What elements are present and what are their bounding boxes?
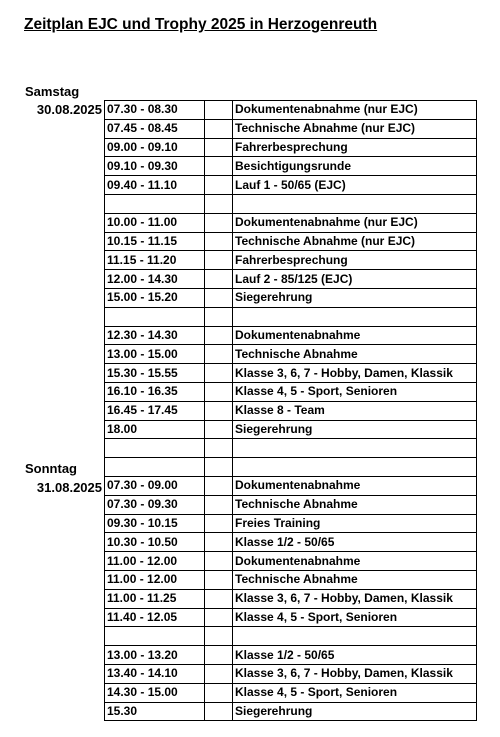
schedule-row — [105, 213, 477, 232]
schedule-row — [105, 683, 477, 702]
event-cell: Fahrerbesprechung — [233, 251, 477, 270]
schedule-row — [105, 627, 477, 646]
schedule-row — [105, 345, 477, 364]
time-cell: 18.00 — [105, 420, 205, 439]
spacer-cell — [205, 119, 233, 138]
time-cell: 09.40 - 11.10 — [105, 176, 205, 195]
spacer-cell — [205, 213, 233, 232]
event-cell: Fahrerbesprechung — [233, 138, 477, 157]
event-cell — [233, 307, 477, 326]
event-cell: Klasse 3, 6, 7 - Hobby, Damen, Klassik — [233, 589, 477, 608]
schedule-row — [105, 364, 477, 383]
schedule-row — [105, 495, 477, 514]
time-cell — [105, 307, 205, 326]
event-cell — [233, 627, 477, 646]
schedule-row — [105, 232, 477, 251]
time-cell: 15.30 - 15.55 — [105, 364, 205, 383]
spacer-cell — [205, 608, 233, 627]
date-label-sunday: 31.08.2025 — [36, 480, 102, 495]
spacer-cell — [205, 627, 233, 646]
event-cell: Freies Training — [233, 514, 477, 533]
spacer-cell — [205, 138, 233, 157]
time-cell: 16.45 - 17.45 — [105, 401, 205, 420]
event-cell: Lauf 2 - 85/125 (EJC) — [233, 270, 477, 289]
time-cell: 13.00 - 13.20 — [105, 646, 205, 665]
time-cell: 07.30 - 09.30 — [105, 495, 205, 514]
event-cell: Siegerehrung — [233, 420, 477, 439]
schedule-row — [105, 552, 477, 571]
time-cell: 12.00 - 14.30 — [105, 270, 205, 289]
time-cell: 09.10 - 09.30 — [105, 157, 205, 176]
spacer-cell — [205, 157, 233, 176]
schedule-row — [105, 514, 477, 533]
event-cell: Technische Abnahme — [233, 495, 477, 514]
schedule-table — [104, 100, 477, 721]
schedule-row — [105, 702, 477, 721]
schedule-row — [105, 646, 477, 665]
spacer-cell — [205, 495, 233, 514]
event-cell: Dokumentenabnahme (nur EJC) — [233, 213, 477, 232]
event-cell: Klasse 4, 5 - Sport, Senioren — [233, 382, 477, 401]
schedule-row — [105, 138, 477, 157]
schedule-row — [105, 119, 477, 138]
spacer-cell — [205, 101, 233, 120]
spacer-cell — [205, 307, 233, 326]
time-cell: 11.00 - 12.00 — [105, 552, 205, 571]
spacer-cell — [205, 345, 233, 364]
schedule-row — [105, 382, 477, 401]
time-cell: 11.40 - 12.05 — [105, 608, 205, 627]
schedule-row — [105, 664, 477, 683]
event-cell: Klasse 3, 6, 7 - Hobby, Damen, Klassik — [233, 364, 477, 383]
event-cell: Lauf 1 - 50/65 (EJC) — [233, 176, 477, 195]
time-cell: 15.00 - 15.20 — [105, 288, 205, 307]
time-cell: 07.45 - 08.45 — [105, 119, 205, 138]
event-cell — [233, 458, 477, 477]
time-cell: 09.00 - 09.10 — [105, 138, 205, 157]
event-cell: Dokumentenabnahme — [233, 326, 477, 345]
spacer-cell — [205, 439, 233, 458]
schedule-row — [105, 251, 477, 270]
time-cell — [105, 627, 205, 646]
schedule-row — [105, 589, 477, 608]
event-cell: Klasse 1/2 - 50/65 — [233, 533, 477, 552]
time-cell: 09.30 - 10.15 — [105, 514, 205, 533]
schedule-row — [105, 533, 477, 552]
spacer-cell — [205, 194, 233, 213]
schedule-row — [105, 401, 477, 420]
spacer-cell — [205, 420, 233, 439]
time-cell: 10.00 - 11.00 — [105, 213, 205, 232]
time-cell: 12.30 - 14.30 — [105, 326, 205, 345]
event-cell: Klasse 8 - Team — [233, 401, 477, 420]
time-cell: 11.00 - 11.25 — [105, 589, 205, 608]
event-cell: Technische Abnahme (nur EJC) — [233, 232, 477, 251]
event-cell: Besichtigungsrunde — [233, 157, 477, 176]
time-cell — [105, 458, 205, 477]
time-cell: 10.30 - 10.50 — [105, 533, 205, 552]
schedule-body — [105, 101, 477, 721]
spacer-cell — [205, 364, 233, 383]
event-cell: Technische Abnahme — [233, 345, 477, 364]
event-cell: Dokumentenabnahme — [233, 476, 477, 495]
spacer-cell — [205, 232, 233, 251]
schedule-row — [105, 420, 477, 439]
spacer-cell — [205, 476, 233, 495]
spacer-cell — [205, 270, 233, 289]
event-cell: Technische Abnahme (nur EJC) — [233, 119, 477, 138]
event-cell — [233, 194, 477, 213]
spacer-cell — [205, 176, 233, 195]
schedule-row — [105, 288, 477, 307]
spacer-cell — [205, 664, 233, 683]
spacer-cell — [205, 533, 233, 552]
spacer-cell — [205, 514, 233, 533]
day-label-sunday: Sonntag — [25, 461, 77, 476]
schedule-row — [105, 326, 477, 345]
spacer-cell — [205, 288, 233, 307]
time-cell: 07.30 - 08.30 — [105, 101, 205, 120]
time-cell — [105, 194, 205, 213]
schedule-row — [105, 570, 477, 589]
schedule-row — [105, 608, 477, 627]
spacer-cell — [205, 570, 233, 589]
schedule-row — [105, 307, 477, 326]
page-title: Zeitplan EJC und Trophy 2025 in Herzogenreuth — [24, 16, 378, 33]
event-cell: Siegerehrung — [233, 702, 477, 721]
spacer-cell — [205, 251, 233, 270]
spacer-cell — [205, 382, 233, 401]
time-cell: 11.15 - 11.20 — [105, 251, 205, 270]
time-cell: 13.40 - 14.10 — [105, 664, 205, 683]
event-cell: Klasse 4, 5 - Sport, Senioren — [233, 683, 477, 702]
spacer-cell — [205, 646, 233, 665]
time-cell: 14.30 - 15.00 — [105, 683, 205, 702]
event-cell: Dokumentenabnahme (nur EJC) — [233, 101, 477, 120]
schedule-row — [105, 476, 477, 495]
event-cell: Technische Abnahme — [233, 570, 477, 589]
time-cell: 11.00 - 12.00 — [105, 570, 205, 589]
spacer-cell — [205, 401, 233, 420]
time-cell: 16.10 - 16.35 — [105, 382, 205, 401]
event-cell — [233, 439, 477, 458]
time-cell — [105, 439, 205, 458]
event-cell: Klasse 1/2 - 50/65 — [233, 646, 477, 665]
time-cell: 15.30 — [105, 702, 205, 721]
spacer-cell — [205, 552, 233, 571]
schedule-row — [105, 194, 477, 213]
time-cell: 07.30 - 09.00 — [105, 476, 205, 495]
time-cell: 10.15 - 11.15 — [105, 232, 205, 251]
schedule-row — [105, 101, 477, 120]
date-label-saturday: 30.08.2025 — [36, 102, 102, 117]
schedule-row — [105, 458, 477, 477]
day-label-saturday: Samstag — [25, 84, 80, 99]
spacer-cell — [205, 326, 233, 345]
schedule-row — [105, 270, 477, 289]
event-cell: Dokumentenabnahme — [233, 552, 477, 571]
spacer-cell — [205, 683, 233, 702]
event-cell: Siegerehrung — [233, 288, 477, 307]
spacer-cell — [205, 458, 233, 477]
schedule-row — [105, 176, 477, 195]
spacer-cell — [205, 702, 233, 721]
spacer-cell — [205, 589, 233, 608]
schedule-row — [105, 157, 477, 176]
schedule-row — [105, 439, 477, 458]
event-cell: Klasse 3, 6, 7 - Hobby, Damen, Klassik — [233, 664, 477, 683]
time-cell: 13.00 - 15.00 — [105, 345, 205, 364]
event-cell: Klasse 4, 5 - Sport, Senioren — [233, 608, 477, 627]
